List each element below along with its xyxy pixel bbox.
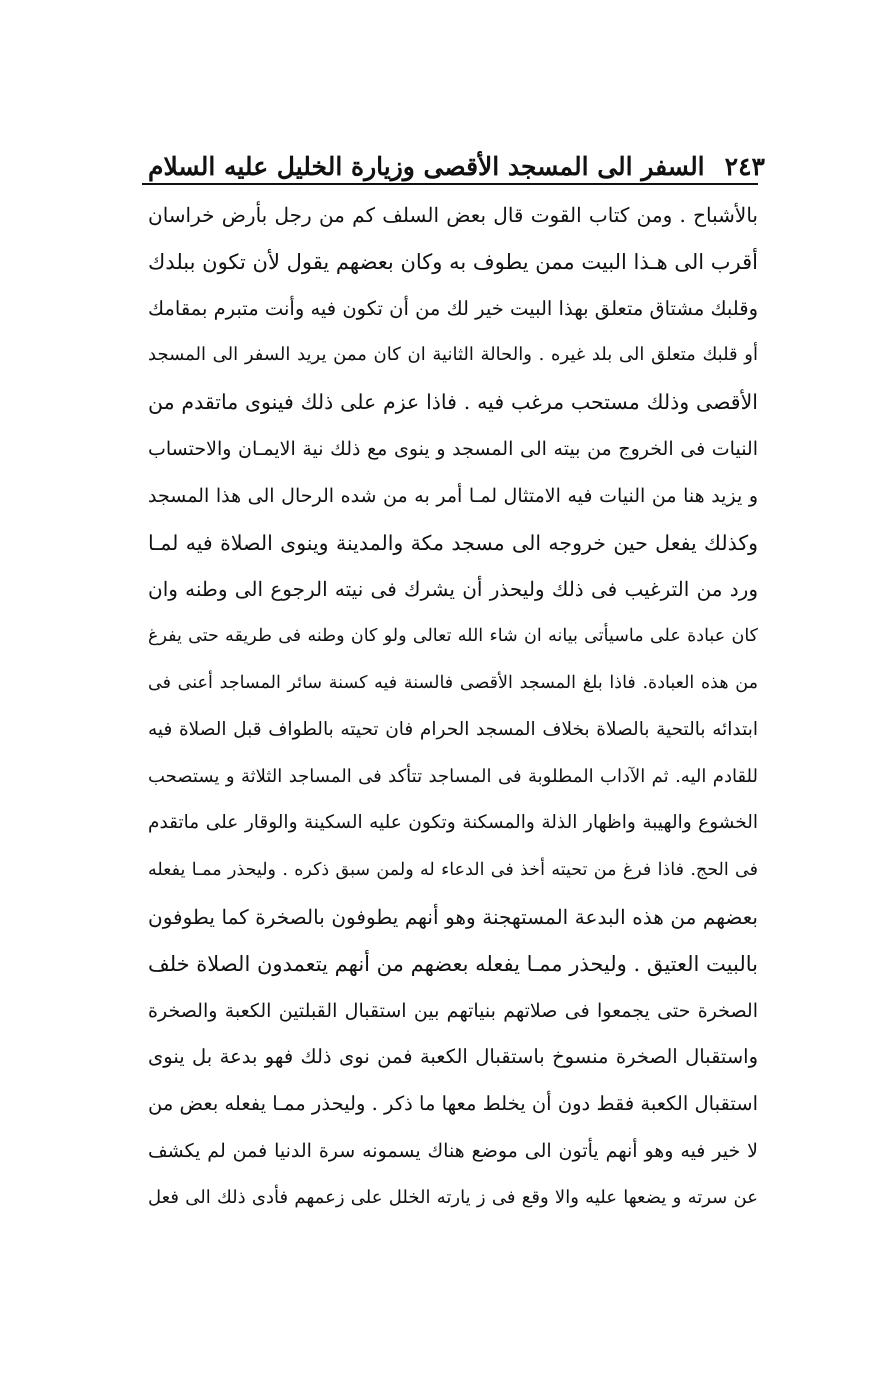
text-line: ورد من الترغيب فى ذلك وليحذر أن يشرك فى نيته الرجوع الى وطنه وان [148,577,758,602]
text-line: بعضهم من هذه البدعة المستهجنة وهو أنهم يطوفون بالصخرة كما يطوفون [148,904,758,929]
header-rule [142,183,758,185]
text-line: ابتدائه بالتحية بالصلاة بخلاف المسجد الحرام فان تحيته بالطواف قبل الصلاة فيه [148,718,758,740]
text-line: الصخرة حتى يجمعوا فى صلاتهم بنياتهم بين استقبال القبلتين الكعبة والصخرة [148,999,758,1022]
text-line: الخشوع والهيبة واظهار الذلة والمسكنة وتكون عليه السكينة والوقار على ماتقدم [148,812,758,834]
text-line: النيات فى الخروج من بيته الى المسجد و ينوى مع ذلك نية الايمـان والاحتساب [148,437,758,460]
text-line: فى الحج. فاذا فرغ من تحيته أخذ فى الدعاء له ولمن سبق ذكره . وليحذر ممـا يفعله [148,860,758,881]
text-line: من هذه العبادة. فاذا بلغ المسجد الأقصى فالسنة فيه كسنة سائر المساجد أعنى فى [148,672,758,693]
text-line: واستقبال الصخرة منسوخ باستقبال الكعبة فمن نوى ذلك فهو بدعة بل ينوى [148,1045,758,1069]
text-line: بالأشباح . ومن كتاب القوت قال بعض السلف كم من رجل بأرض خراسان [148,203,758,227]
text-line: للقادم اليه. ثم الآداب المطلوبة فى المساجد تتأكد فى المساجد الثلاثة و يستصحب [148,765,758,787]
text-line: و يزيد هنا من النيات فيه الامتثال لمـا أمر به من شده الرحال الى هذا المسجد [148,484,758,507]
page-header [148,140,765,182]
text-line: وكذلك يفعل حين خروجه الى مسجد مكة والمدينة وينوى الصلاة فيه لمـا [148,530,758,555]
body-text [148,192,758,1222]
text-line: عن سرته و يضعها عليه والا وقع فى ز يارته الخلل على زعمهم فأدى ذلك الى فعل [148,1186,758,1208]
text-line: بالبيت العتيق . وليحذر ممـا يفعله بعضهم من أنهم يتعمدون الصلاة خلف [148,951,758,976]
text-line: أقرب الى هـذا البيت ممن يطوف به وكان بعضهم يقول لأن تكون ببلدك [148,249,758,274]
text-line: لا خير فيه وهو أنهم يأتون الى موضع هناك يسمونه سرة الدنيا فمن لم يكشف [148,1139,758,1162]
text-line: أو قلبك متعلق الى بلد غيره . والحالة الثانية ان كان ممن يريد السفر الى المسجد [148,344,758,366]
text-line: كان عبادة على ماسيأتى بيانه ان شاء الله تعالى ولو كان وطنه فى طريقه حتى يفرغ [148,626,758,647]
running-title: السفر الى المسجد الأقصى وزيارة الخليل عليه السلام [148,152,705,181]
text-line: وقلبك مشتاق متعلق بهذا البيت خير لك من أن تكون فيه وأنت متبرم بمقامك [148,296,758,320]
page-number: ٢٤٣ [724,152,765,181]
text-line: الأقصى وذلك مستحب مرغب فيه . فاذا عزم على ذلك فينوى ماتقدم من [148,390,758,415]
text-line: استقبال الكعبة فقط دون أن يخلط معها ما ذكر . وليحذر ممـا يفعله بعض من [148,1092,758,1116]
